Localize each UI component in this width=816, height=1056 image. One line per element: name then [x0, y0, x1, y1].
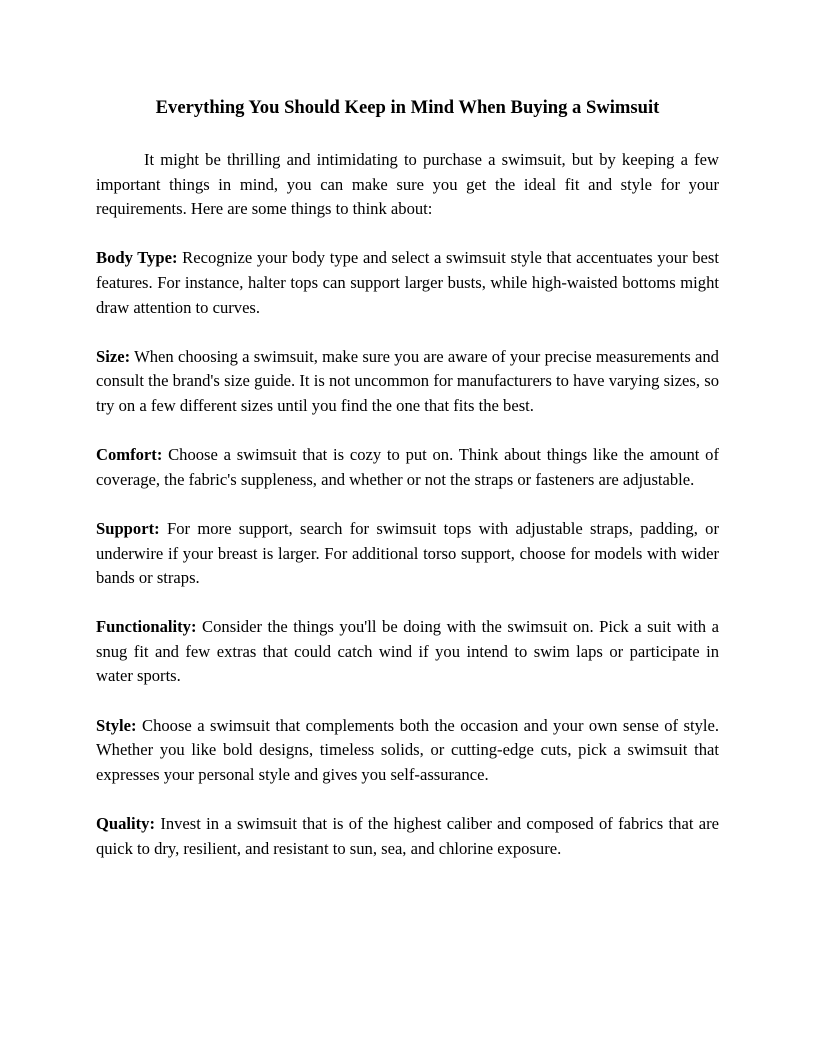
section-size	[96, 345, 719, 419]
section-support	[96, 517, 719, 591]
section-functionality	[96, 615, 719, 689]
section-term: Quality:	[96, 814, 156, 834]
section-term: Functionality:	[96, 617, 197, 637]
section-term: Support:	[96, 518, 160, 538]
document-page	[96, 96, 719, 936]
section-comfort	[96, 443, 719, 492]
intro-paragraph: It might be thrilling and intimidating to purchase a swimsuit, but by keeping a few important things in mind, you can make sure you get the ideal fit and style for your requirements. Here are some things to think about:	[96, 150, 719, 219]
section-text: When choosing a swimsuit, make sure you are aware of your precise measurements and consult the brand's size guide. It is not uncommon for manufacturers to have varying sizes, so try on a few different sizes until you find the one that fits the best.	[96, 346, 719, 415]
document-title: Everything You Should Keep in Mind When Buying a Swimsuit	[155, 97, 660, 118]
section-term: Comfort:	[96, 445, 163, 465]
section-text: Choose a swimsuit that is cozy to put on. Think about things like the amount of coverage, the fabric's suppleness, and whether or not the straps or fasteners are adjustable.	[96, 445, 719, 489]
section-style	[96, 714, 719, 788]
section-text: Recognize your body type and select a swimsuit style that accentuates your best features. For instance, halter tops can support larger busts, while high-waisted bottoms might draw attention to curves.	[96, 248, 719, 317]
section-term: Body Type:	[96, 248, 178, 268]
section-text: Invest in a swimsuit that is of the highest caliber and composed of fabrics that are quick to dry, resilient, and resistant to sun, sea, and chlorine exposure.	[96, 814, 719, 858]
section-term: Style:	[96, 715, 137, 735]
section-text: Choose a swimsuit that complements both the occasion and your own sense of style. Whether you like bold designs, timeless solids, or cutting-edge cuts, pick a swimsuit that expresses your personal style and gives you self-assurance.	[96, 715, 719, 784]
section-quality	[96, 812, 719, 861]
section-term: Size:	[96, 346, 131, 366]
section-text: Consider the things you'll be doing with the swimsuit on. Pick a suit with a snug fit and few extras that could catch wind if you intend to swim laps or participate in water sports.	[96, 617, 719, 686]
section-body-type	[96, 246, 719, 320]
section-text: For more support, search for swimsuit tops with adjustable straps, padding, or underwire if your breast is larger. For additional torso support, choose for models with wider bands or straps.	[96, 518, 719, 588]
